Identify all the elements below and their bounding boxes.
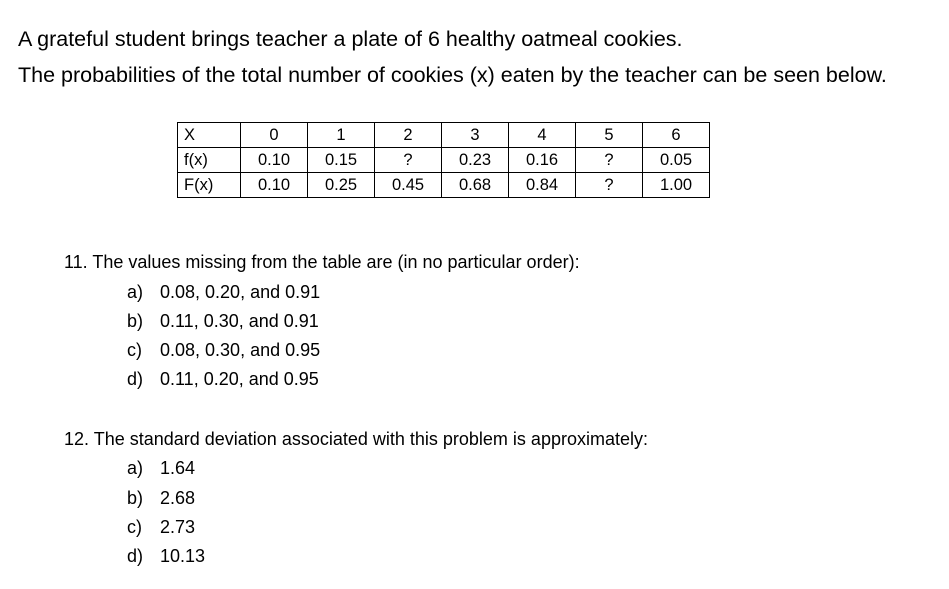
table-cell: 0.84 bbox=[509, 173, 576, 198]
table-cell: 3 bbox=[442, 123, 509, 148]
table-cell: 2 bbox=[375, 123, 442, 148]
q12-option-b bbox=[127, 487, 195, 509]
row-label: f(x) bbox=[178, 148, 241, 173]
table-cell: 1 bbox=[308, 123, 375, 148]
table-cell: 0 bbox=[241, 123, 308, 148]
table-cell: 0.68 bbox=[442, 173, 509, 198]
table-cell: 0.16 bbox=[509, 148, 576, 173]
q11-option-d bbox=[127, 368, 319, 390]
table-cell: 1.00 bbox=[643, 173, 710, 198]
row-label: F(x) bbox=[178, 173, 241, 198]
table-cell: 4 bbox=[509, 123, 576, 148]
table-cell: ? bbox=[375, 148, 442, 173]
option-letter: c) bbox=[127, 517, 142, 537]
probability-table bbox=[177, 122, 710, 198]
q12-option-c bbox=[127, 516, 195, 538]
q11-option-c bbox=[127, 339, 320, 361]
question-11-prompt: 11. The values missing from the table are (in no particular order): bbox=[64, 252, 580, 272]
row-label: X bbox=[178, 123, 241, 148]
option-letter: b) bbox=[127, 488, 144, 508]
option-letter: b) bbox=[127, 311, 144, 331]
table-cell: 0.15 bbox=[308, 148, 375, 173]
intro-line-2: The probabilities of the total number of cookies (x) eaten by the teacher can be seen below. bbox=[18, 63, 887, 87]
table-cell: 0.25 bbox=[308, 173, 375, 198]
option-text: 0.11, 0.30, and 0.91 bbox=[160, 311, 319, 331]
table-cell: 6 bbox=[643, 123, 710, 148]
table-cell: 0.10 bbox=[241, 148, 308, 173]
option-letter: c) bbox=[127, 340, 142, 360]
option-text: 10.13 bbox=[160, 546, 206, 566]
table-cell: ? bbox=[576, 173, 643, 198]
option-text: 0.08, 0.20, and 0.91 bbox=[160, 282, 321, 302]
option-letter: d) bbox=[127, 546, 144, 566]
table-cell: 5 bbox=[576, 123, 643, 148]
table-row-fx bbox=[178, 148, 710, 173]
table-cell: 0.10 bbox=[241, 173, 308, 198]
table-cell: ? bbox=[576, 148, 643, 173]
option-letter: d) bbox=[127, 369, 144, 389]
intro-line-1: A grateful student brings teacher a plate of 6 healthy oatmeal cookies. bbox=[18, 27, 683, 51]
option-letter: a) bbox=[127, 282, 144, 302]
table-cell: 0.45 bbox=[375, 173, 442, 198]
table-row-cdf bbox=[178, 173, 710, 198]
table-cell: 0.23 bbox=[442, 148, 509, 173]
q11-option-b bbox=[127, 310, 319, 332]
q12-option-d bbox=[127, 545, 205, 567]
option-text: 2.68 bbox=[160, 488, 196, 508]
option-text: 0.11, 0.20, and 0.95 bbox=[160, 369, 319, 389]
option-text: 0.08, 0.30, and 0.95 bbox=[160, 340, 321, 360]
q11-option-a bbox=[127, 281, 320, 303]
option-text: 2.73 bbox=[160, 517, 196, 537]
option-text: 1.64 bbox=[160, 458, 196, 478]
question-12-prompt: 12. The standard deviation associated with this problem is approximately: bbox=[64, 429, 648, 449]
q12-option-a bbox=[127, 457, 195, 479]
table-cell: 0.05 bbox=[643, 148, 710, 173]
table-row-x bbox=[178, 123, 710, 148]
option-letter: a) bbox=[127, 458, 144, 478]
